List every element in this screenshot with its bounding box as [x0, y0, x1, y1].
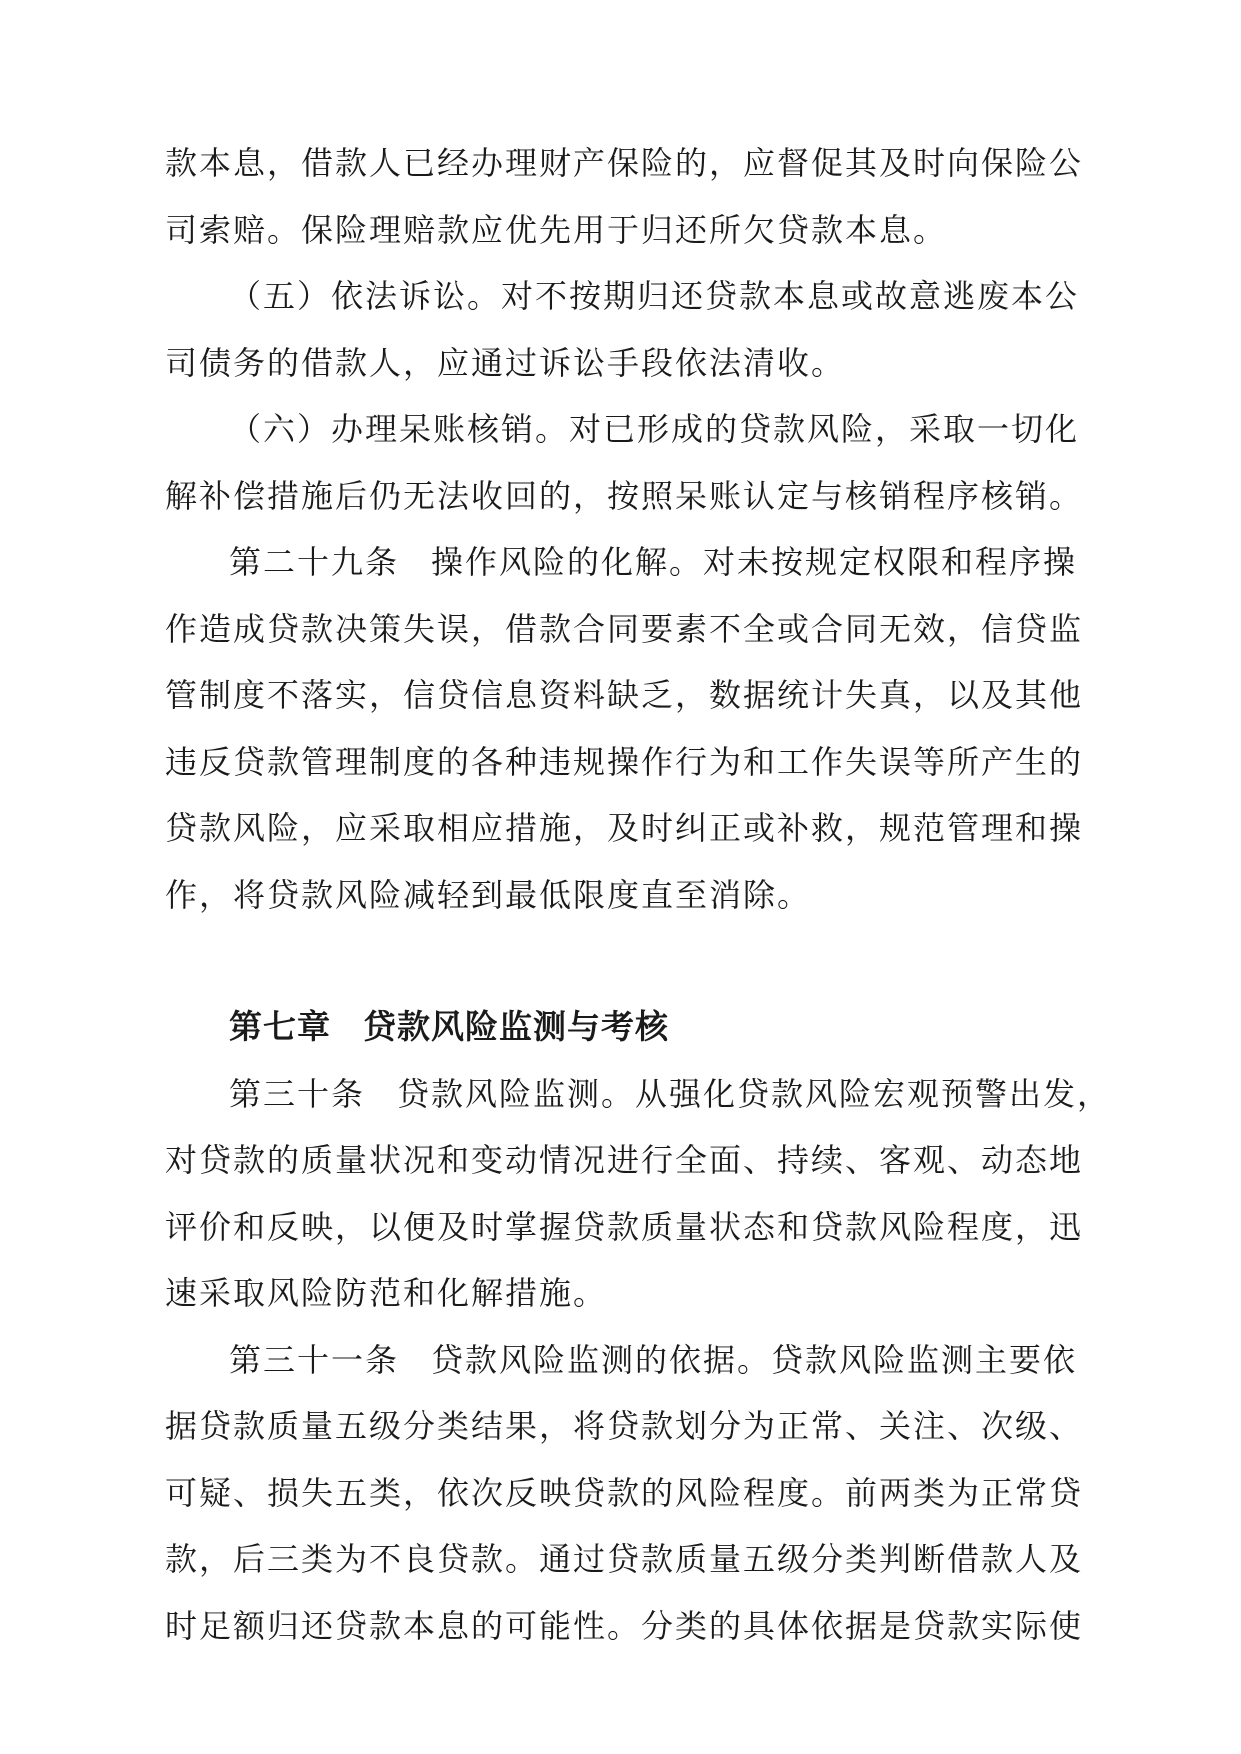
chapter-title: 贷款风险监测与考核 — [363, 1007, 669, 1046]
article-number: 第三十条 — [229, 1074, 366, 1113]
article-first-line — [165, 1327, 1078, 1394]
article-text: 贷款风险监测的依据。贷款风险监测主要依 — [431, 1340, 1078, 1379]
text-line: 违反贷款管理制度的各种违规操作行为和工作失误等所产生的 — [165, 742, 1084, 781]
text-line: 司索赔。保险理赔款应优先用于归还所欠贷款本息。 — [165, 210, 948, 249]
text-line: （六）办理呆账核销。对已形成的贷款风险，采取一切化 — [229, 410, 1080, 448]
text-line: 管制度不落实，信贷信息资料缺乏，数据统计失真，以及其他 — [165, 676, 1084, 714]
article-text: 操作风险的化解。对未按规定权限和程序操 — [431, 543, 1078, 581]
text-line: 款本息，借款人已经办理财产保险的，应督促其及时向保险公 — [165, 144, 1084, 182]
article-number: 第三十一条 — [229, 1340, 400, 1379]
text-line: 司债务的借款人，应通过诉讼手段依法清收。 — [165, 343, 846, 382]
article-text: 贷款风险监测。从强化贷款风险宏观预警出发， — [397, 1074, 1112, 1113]
text-line: 款，后三类为不良贷款。通过贷款质量五级分类判断借款人及 — [165, 1540, 1084, 1578]
article-first-line — [165, 1061, 1112, 1128]
text-line: （五）依法诉讼。对不按期归还贷款本息或故意逃废本公 — [229, 277, 1080, 315]
chapter-heading — [165, 994, 1075, 1061]
text-line: 可疑、损失五类，依次反映贷款的风险程度。前两类为正常贷 — [165, 1473, 1084, 1512]
text-line: 贷款风险，应采取相应措施，及时纠正或补救，规范管理和操 — [165, 809, 1084, 847]
text-line: 评价和反映，以便及时掌握贷款质量状态和贷款风险程度，迅 — [165, 1207, 1084, 1246]
text-line: 对贷款的质量状况和变动情况进行全面、持续、客观、动态地 — [165, 1141, 1084, 1179]
text-line: 据贷款质量五级分类结果，将贷款划分为正常、关注、次级、 — [165, 1407, 1084, 1445]
text-line: 作，将贷款风险减轻到最低限度直至消除。 — [165, 875, 812, 914]
text-line: 时足额归还贷款本息的可能性。分类的具体依据是贷款实际使 — [165, 1606, 1084, 1645]
document-body — [165, 130, 1112, 1659]
section-gap — [165, 928, 1075, 994]
text-line: 解补偿措施后仍无法收回的，按照呆账认定与核销程序核销。 — [165, 476, 1084, 515]
article-number: 第二十九条 — [229, 543, 400, 581]
text-line: 速采取风险防范和化解措施。 — [165, 1274, 608, 1312]
text-line: 作造成贷款决策失误，借款合同要素不全或合同无效，信贷监 — [165, 609, 1084, 648]
article-first-line — [165, 529, 1078, 596]
chapter-number: 第七章 — [229, 1007, 331, 1046]
